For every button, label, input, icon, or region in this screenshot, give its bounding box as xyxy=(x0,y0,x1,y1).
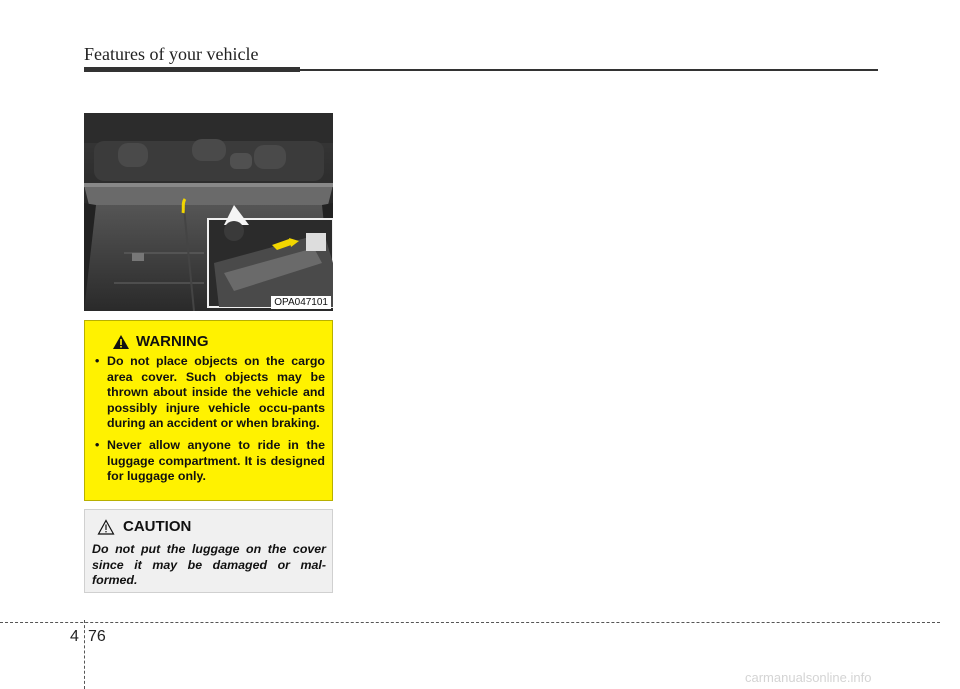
caution-triangle-icon xyxy=(97,519,115,535)
warning-title: WARNING xyxy=(136,333,209,350)
warning-heading xyxy=(112,333,209,350)
caution-title: CAUTION xyxy=(123,518,192,535)
footer-divider xyxy=(84,620,85,689)
header-title: Features of your vehicle xyxy=(84,44,259,64)
watermark[interactable]: carmanualsonline.info xyxy=(745,670,872,685)
warning-box xyxy=(84,320,333,501)
caution-heading xyxy=(97,518,191,535)
caution-box xyxy=(84,509,333,593)
warning-triangle-icon xyxy=(112,334,130,350)
footer-rule xyxy=(0,622,940,623)
cargo-area-photo xyxy=(84,113,333,311)
figure-code: OPA047101 xyxy=(271,296,331,309)
warning-item: • Do not place objects on the cargo area cover. Such objects may be thrown about inside the vehicle and possibly injure vehicle occu-pants during an accident or when braking. xyxy=(93,354,325,432)
caution-text: Do not put the luggage on the cover since it may be damaged or mal-formed. xyxy=(92,542,326,588)
header-rule-thick xyxy=(84,67,300,72)
warning-list xyxy=(93,354,325,491)
warning-item: • Never allow anyone to ride in the luggage compartment. It is designed for luggage only. xyxy=(93,438,325,485)
header-rule-thin xyxy=(300,69,878,71)
page-number: 76 xyxy=(88,628,106,645)
chapter-number: 4 xyxy=(70,628,79,645)
